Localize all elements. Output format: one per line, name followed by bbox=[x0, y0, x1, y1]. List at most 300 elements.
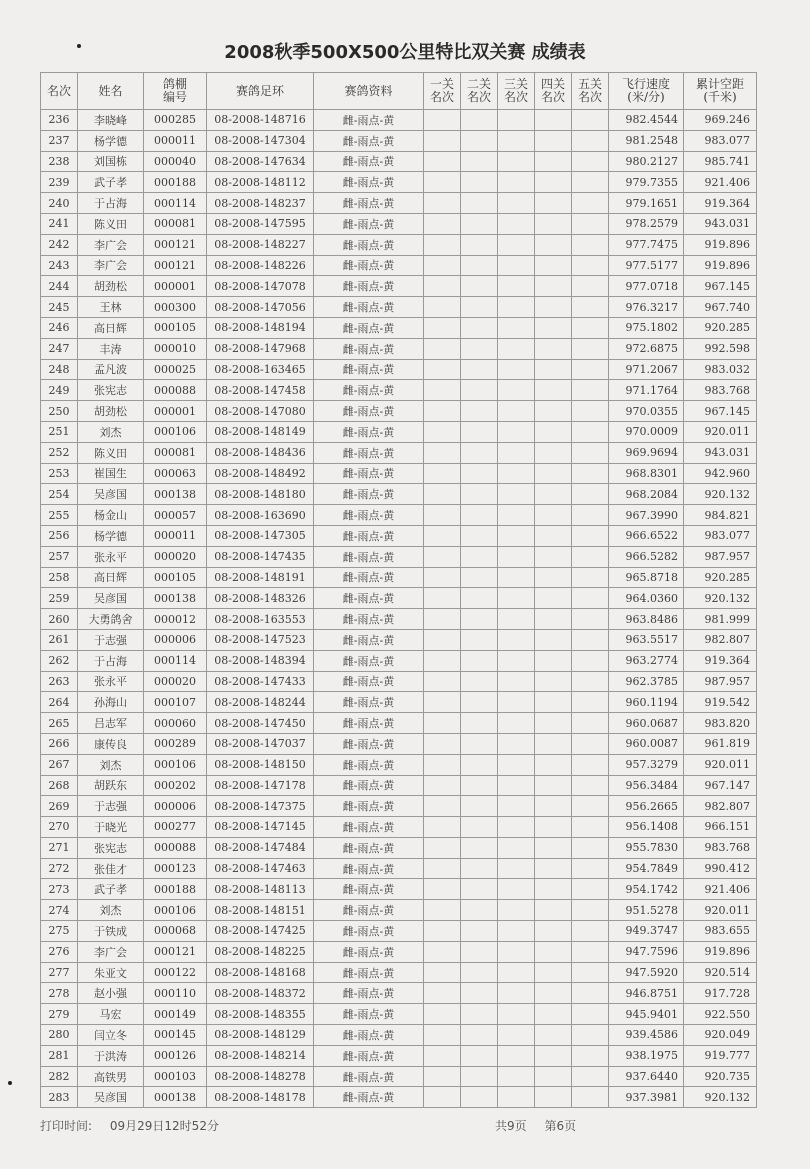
stage-rank-cell bbox=[572, 796, 609, 817]
stage-rank-cell bbox=[461, 505, 498, 526]
distance-cell: 967.145 bbox=[684, 401, 757, 422]
loft-cell: 000289 bbox=[144, 733, 207, 754]
rank-cell: 264 bbox=[41, 692, 78, 713]
stage-rank-cell bbox=[461, 276, 498, 297]
distance-cell: 943.031 bbox=[684, 442, 757, 463]
stage-rank-cell bbox=[498, 713, 535, 734]
name-cell: 康传良 bbox=[78, 733, 144, 754]
speed-cell: 965.8718 bbox=[609, 567, 684, 588]
stage-rank-cell bbox=[424, 775, 461, 796]
loft-cell: 000149 bbox=[144, 1004, 207, 1025]
loft-cell: 000114 bbox=[144, 193, 207, 214]
table-row bbox=[41, 671, 757, 692]
name-cell: 于占海 bbox=[78, 650, 144, 671]
info-cell: 雌-雨点-黄 bbox=[314, 941, 424, 962]
stage-rank-cell bbox=[572, 1004, 609, 1025]
speed-cell: 963.8486 bbox=[609, 609, 684, 630]
stage-rank-cell bbox=[424, 484, 461, 505]
name-cell: 胡劲松 bbox=[78, 276, 144, 297]
stage-rank-cell bbox=[424, 1004, 461, 1025]
loft-cell: 000285 bbox=[144, 110, 207, 131]
rank-cell: 254 bbox=[41, 484, 78, 505]
rank-cell: 238 bbox=[41, 151, 78, 172]
print-time-label: 打印时间: bbox=[40, 1119, 93, 1133]
distance-cell: 920.285 bbox=[684, 317, 757, 338]
distance-cell: 917.728 bbox=[684, 983, 757, 1004]
speed-cell: 977.7475 bbox=[609, 234, 684, 255]
ring-cell: 08-2008-148129 bbox=[207, 1025, 314, 1046]
speed-cell: 978.2579 bbox=[609, 213, 684, 234]
stage-rank-cell bbox=[572, 338, 609, 359]
distance-cell: 982.807 bbox=[684, 796, 757, 817]
info-cell: 雌-雨点-黄 bbox=[314, 297, 424, 318]
rank-cell: 280 bbox=[41, 1025, 78, 1046]
distance-cell: 919.777 bbox=[684, 1045, 757, 1066]
stage-rank-cell bbox=[461, 837, 498, 858]
name-cell: 朱亚文 bbox=[78, 962, 144, 983]
name-cell: 孙海山 bbox=[78, 692, 144, 713]
ring-cell: 08-2008-147595 bbox=[207, 213, 314, 234]
ring-cell: 08-2008-147450 bbox=[207, 713, 314, 734]
distance-cell: 983.077 bbox=[684, 525, 757, 546]
ring-cell: 08-2008-147304 bbox=[207, 130, 314, 151]
stage-rank-cell bbox=[535, 484, 572, 505]
distance-cell: 983.768 bbox=[684, 380, 757, 401]
distance-cell: 987.957 bbox=[684, 546, 757, 567]
rank-cell: 239 bbox=[41, 172, 78, 193]
speed-cell: 979.7355 bbox=[609, 172, 684, 193]
distance-cell: 983.820 bbox=[684, 713, 757, 734]
name-cell: 杨学德 bbox=[78, 130, 144, 151]
stage-rank-cell bbox=[461, 629, 498, 650]
distance-cell: 983.655 bbox=[684, 921, 757, 942]
table-row bbox=[41, 962, 757, 983]
loft-cell: 000006 bbox=[144, 629, 207, 650]
info-cell: 雌-雨点-黄 bbox=[314, 317, 424, 338]
stage-rank-cell bbox=[424, 297, 461, 318]
stage-rank-cell bbox=[572, 297, 609, 318]
loft-cell: 000202 bbox=[144, 775, 207, 796]
stage-rank-cell bbox=[572, 692, 609, 713]
speed-cell: 975.1802 bbox=[609, 317, 684, 338]
name-cell: 张佳才 bbox=[78, 858, 144, 879]
stage-rank-cell bbox=[535, 338, 572, 359]
info-cell: 雌-雨点-黄 bbox=[314, 650, 424, 671]
stage-rank-cell bbox=[498, 505, 535, 526]
stage-rank-cell bbox=[424, 1066, 461, 1087]
stage-rank-cell bbox=[535, 941, 572, 962]
column-header-stage1-rank: 一关 名次 bbox=[424, 73, 461, 110]
stage-rank-cell bbox=[498, 255, 535, 276]
stage-rank-cell bbox=[461, 380, 498, 401]
stage-rank-cell bbox=[424, 858, 461, 879]
distance-cell: 982.807 bbox=[684, 629, 757, 650]
column-header-stage5-rank: 五关 名次 bbox=[572, 73, 609, 110]
stage-rank-cell bbox=[498, 380, 535, 401]
stage-rank-cell bbox=[461, 1004, 498, 1025]
name-cell: 吴彦国 bbox=[78, 1087, 144, 1108]
speed-cell: 956.2665 bbox=[609, 796, 684, 817]
stage-rank-cell bbox=[572, 380, 609, 401]
rank-cell: 257 bbox=[41, 546, 78, 567]
table-row bbox=[41, 733, 757, 754]
info-cell: 雌-雨点-黄 bbox=[314, 359, 424, 380]
name-cell: 于志强 bbox=[78, 796, 144, 817]
stage-rank-cell bbox=[424, 733, 461, 754]
stage-rank-cell bbox=[535, 276, 572, 297]
stage-rank-cell bbox=[424, 692, 461, 713]
info-cell: 雌-雨点-黄 bbox=[314, 858, 424, 879]
info-cell: 雌-雨点-黄 bbox=[314, 110, 424, 131]
stage-rank-cell bbox=[498, 1004, 535, 1025]
ring-cell: 08-2008-163690 bbox=[207, 505, 314, 526]
stage-rank-cell bbox=[572, 837, 609, 858]
ring-cell: 08-2008-163465 bbox=[207, 359, 314, 380]
table-row bbox=[41, 193, 757, 214]
stage-rank-cell bbox=[424, 525, 461, 546]
name-cell: 大勇鸽舍 bbox=[78, 609, 144, 630]
ring-cell: 08-2008-148326 bbox=[207, 588, 314, 609]
name-cell: 赵小强 bbox=[78, 983, 144, 1004]
speed-cell: 939.4586 bbox=[609, 1025, 684, 1046]
table-row bbox=[41, 1087, 757, 1108]
ring-cell: 08-2008-148113 bbox=[207, 879, 314, 900]
stage-rank-cell bbox=[424, 442, 461, 463]
stage-rank-cell bbox=[461, 317, 498, 338]
stage-rank-cell bbox=[572, 1045, 609, 1066]
ring-cell: 08-2008-148194 bbox=[207, 317, 314, 338]
rank-cell: 272 bbox=[41, 858, 78, 879]
ring-cell: 08-2008-148227 bbox=[207, 234, 314, 255]
name-cell: 高日辉 bbox=[78, 567, 144, 588]
ring-cell: 08-2008-148150 bbox=[207, 754, 314, 775]
loft-cell: 000122 bbox=[144, 962, 207, 983]
stage-rank-cell bbox=[535, 193, 572, 214]
stage-rank-cell bbox=[424, 172, 461, 193]
stage-rank-cell bbox=[572, 401, 609, 422]
ring-cell: 08-2008-148112 bbox=[207, 172, 314, 193]
ring-cell: 08-2008-147375 bbox=[207, 796, 314, 817]
distance-cell: 919.896 bbox=[684, 255, 757, 276]
name-cell: 刘杰 bbox=[78, 421, 144, 442]
info-cell: 雌-雨点-黄 bbox=[314, 962, 424, 983]
loft-cell: 000277 bbox=[144, 817, 207, 838]
speed-cell: 981.2548 bbox=[609, 130, 684, 151]
distance-cell: 966.151 bbox=[684, 817, 757, 838]
stage-rank-cell bbox=[535, 713, 572, 734]
loft-cell: 000060 bbox=[144, 713, 207, 734]
stage-rank-cell bbox=[424, 130, 461, 151]
speed-cell: 937.3981 bbox=[609, 1087, 684, 1108]
name-cell: 于晓光 bbox=[78, 817, 144, 838]
stage-rank-cell bbox=[498, 276, 535, 297]
distance-cell: 919.896 bbox=[684, 941, 757, 962]
print-time-value: 09月29日12时52分 bbox=[109, 1119, 219, 1133]
speed-cell: 955.7830 bbox=[609, 837, 684, 858]
ring-cell: 08-2008-148214 bbox=[207, 1045, 314, 1066]
name-cell: 刘杰 bbox=[78, 754, 144, 775]
stage-rank-cell bbox=[498, 317, 535, 338]
speed-cell: 976.3217 bbox=[609, 297, 684, 318]
ring-cell: 08-2008-147305 bbox=[207, 525, 314, 546]
ring-cell: 08-2008-148168 bbox=[207, 962, 314, 983]
table-row bbox=[41, 983, 757, 1004]
speed-cell: 949.3747 bbox=[609, 921, 684, 942]
rank-cell: 268 bbox=[41, 775, 78, 796]
rank-cell: 265 bbox=[41, 713, 78, 734]
info-cell: 雌-雨点-黄 bbox=[314, 754, 424, 775]
rank-cell: 249 bbox=[41, 380, 78, 401]
stage-rank-cell bbox=[535, 879, 572, 900]
stage-rank-cell bbox=[535, 858, 572, 879]
rank-cell: 279 bbox=[41, 1004, 78, 1025]
stage-rank-cell bbox=[498, 193, 535, 214]
stage-rank-cell bbox=[424, 110, 461, 131]
stage-rank-cell bbox=[535, 733, 572, 754]
stage-rank-cell bbox=[535, 110, 572, 131]
loft-cell: 000057 bbox=[144, 505, 207, 526]
stage-rank-cell bbox=[572, 463, 609, 484]
stage-rank-cell bbox=[572, 151, 609, 172]
stage-rank-cell bbox=[461, 442, 498, 463]
name-cell: 于志强 bbox=[78, 629, 144, 650]
stage-rank-cell bbox=[424, 629, 461, 650]
stage-rank-cell bbox=[461, 796, 498, 817]
table-row bbox=[41, 941, 757, 962]
loft-cell: 000011 bbox=[144, 130, 207, 151]
stage-rank-cell bbox=[461, 213, 498, 234]
info-cell: 雌-雨点-黄 bbox=[314, 775, 424, 796]
stage-rank-cell bbox=[424, 567, 461, 588]
info-cell: 雌-雨点-黄 bbox=[314, 276, 424, 297]
name-cell: 张永平 bbox=[78, 671, 144, 692]
table-row bbox=[41, 879, 757, 900]
ring-cell: 08-2008-148355 bbox=[207, 1004, 314, 1025]
stage-rank-cell bbox=[535, 1066, 572, 1087]
page-title: 2008秋季500X500公里特比双关赛 成绩表 bbox=[224, 42, 586, 63]
stage-rank-cell bbox=[498, 546, 535, 567]
speed-cell: 960.1194 bbox=[609, 692, 684, 713]
rank-cell: 261 bbox=[41, 629, 78, 650]
table-row bbox=[41, 817, 757, 838]
stage-rank-cell bbox=[535, 692, 572, 713]
table-row bbox=[41, 234, 757, 255]
stage-rank-cell bbox=[498, 796, 535, 817]
stage-rank-cell bbox=[424, 713, 461, 734]
ring-cell: 08-2008-147435 bbox=[207, 546, 314, 567]
loft-cell: 000063 bbox=[144, 463, 207, 484]
info-cell: 雌-雨点-黄 bbox=[314, 983, 424, 1004]
stage-rank-cell bbox=[498, 484, 535, 505]
stage-rank-cell bbox=[535, 671, 572, 692]
stage-rank-cell bbox=[461, 1066, 498, 1087]
stage-rank-cell bbox=[498, 858, 535, 879]
stage-rank-cell bbox=[535, 1045, 572, 1066]
stage-rank-cell bbox=[498, 213, 535, 234]
distance-cell: 967.145 bbox=[684, 276, 757, 297]
stage-rank-cell bbox=[572, 1087, 609, 1108]
loft-cell: 000006 bbox=[144, 796, 207, 817]
ring-cell: 08-2008-147145 bbox=[207, 817, 314, 838]
stage-rank-cell bbox=[461, 983, 498, 1004]
speed-cell: 945.9401 bbox=[609, 1004, 684, 1025]
ring-cell: 08-2008-148178 bbox=[207, 1087, 314, 1108]
stage-rank-cell bbox=[535, 359, 572, 380]
stage-rank-cell bbox=[572, 817, 609, 838]
loft-cell: 000025 bbox=[144, 359, 207, 380]
info-cell: 雌-雨点-黄 bbox=[314, 401, 424, 422]
loft-cell: 000138 bbox=[144, 1087, 207, 1108]
stage-rank-cell bbox=[424, 941, 461, 962]
stage-rank-cell bbox=[572, 546, 609, 567]
speed-cell: 970.0009 bbox=[609, 421, 684, 442]
column-header-stage2-rank: 二关 名次 bbox=[461, 73, 498, 110]
stage-rank-cell bbox=[498, 1087, 535, 1108]
speed-cell: 972.6875 bbox=[609, 338, 684, 359]
stage-rank-cell bbox=[572, 484, 609, 505]
column-header-stage4-rank: 四关 名次 bbox=[535, 73, 572, 110]
stage-rank-cell bbox=[461, 297, 498, 318]
distance-cell: 943.031 bbox=[684, 213, 757, 234]
name-cell: 高日辉 bbox=[78, 317, 144, 338]
name-cell: 于占海 bbox=[78, 193, 144, 214]
speed-cell: 956.1408 bbox=[609, 817, 684, 838]
column-header-speed: 飞行速度 (米/分) bbox=[609, 73, 684, 110]
name-cell: 胡跃东 bbox=[78, 775, 144, 796]
stage-rank-cell bbox=[572, 629, 609, 650]
name-cell: 张宪志 bbox=[78, 837, 144, 858]
stage-rank-cell bbox=[572, 879, 609, 900]
ring-cell: 08-2008-148151 bbox=[207, 900, 314, 921]
rank-cell: 277 bbox=[41, 962, 78, 983]
speed-cell: 979.1651 bbox=[609, 193, 684, 214]
ring-cell: 08-2008-147484 bbox=[207, 837, 314, 858]
stage-rank-cell bbox=[461, 588, 498, 609]
table-row bbox=[41, 650, 757, 671]
stage-rank-cell bbox=[572, 567, 609, 588]
stage-rank-cell bbox=[498, 421, 535, 442]
info-cell: 雌-雨点-黄 bbox=[314, 733, 424, 754]
stage-rank-cell bbox=[535, 900, 572, 921]
stage-rank-cell bbox=[498, 234, 535, 255]
table-row bbox=[41, 713, 757, 734]
stage-rank-cell bbox=[461, 713, 498, 734]
table-row bbox=[41, 858, 757, 879]
name-cell: 张宪志 bbox=[78, 380, 144, 401]
table-body bbox=[41, 110, 757, 1108]
rank-cell: 256 bbox=[41, 525, 78, 546]
stage-rank-cell bbox=[572, 671, 609, 692]
table-row bbox=[41, 609, 757, 630]
stage-rank-cell bbox=[461, 463, 498, 484]
table-row bbox=[41, 359, 757, 380]
name-cell: 李广会 bbox=[78, 255, 144, 276]
info-cell: 雌-雨点-黄 bbox=[314, 234, 424, 255]
distance-cell: 920.132 bbox=[684, 484, 757, 505]
stage-rank-cell bbox=[461, 879, 498, 900]
loft-cell: 000138 bbox=[144, 484, 207, 505]
table-header-row bbox=[41, 73, 757, 110]
stage-rank-cell bbox=[572, 900, 609, 921]
stage-rank-cell bbox=[424, 837, 461, 858]
distance-cell: 990.412 bbox=[684, 858, 757, 879]
stage-rank-cell bbox=[424, 338, 461, 359]
distance-cell: 922.550 bbox=[684, 1004, 757, 1025]
print-time bbox=[40, 1117, 219, 1134]
stage-rank-cell bbox=[424, 1025, 461, 1046]
stage-rank-cell bbox=[535, 317, 572, 338]
speed-cell: 977.0718 bbox=[609, 276, 684, 297]
distance-cell: 983.768 bbox=[684, 837, 757, 858]
rank-cell: 258 bbox=[41, 567, 78, 588]
ring-cell: 08-2008-148225 bbox=[207, 941, 314, 962]
stage-rank-cell bbox=[461, 692, 498, 713]
stage-rank-cell bbox=[535, 463, 572, 484]
distance-cell: 920.132 bbox=[684, 588, 757, 609]
rank-cell: 275 bbox=[41, 921, 78, 942]
ring-cell: 08-2008-148436 bbox=[207, 442, 314, 463]
loft-cell: 000121 bbox=[144, 941, 207, 962]
table-row bbox=[41, 317, 757, 338]
stage-rank-cell bbox=[535, 588, 572, 609]
info-cell: 雌-雨点-黄 bbox=[314, 193, 424, 214]
loft-cell: 000020 bbox=[144, 546, 207, 567]
stage-rank-cell bbox=[572, 733, 609, 754]
stage-rank-cell bbox=[424, 421, 461, 442]
loft-cell: 000081 bbox=[144, 213, 207, 234]
stage-rank-cell bbox=[424, 588, 461, 609]
stage-rank-cell bbox=[424, 650, 461, 671]
name-cell: 丰涛 bbox=[78, 338, 144, 359]
loft-cell: 000105 bbox=[144, 317, 207, 338]
stage-rank-cell bbox=[461, 172, 498, 193]
column-header-rank: 名次 bbox=[41, 73, 78, 110]
table-row bbox=[41, 692, 757, 713]
scan-mark bbox=[8, 1081, 12, 1085]
table-row bbox=[41, 463, 757, 484]
stage-rank-cell bbox=[572, 110, 609, 131]
rank-cell: 281 bbox=[41, 1045, 78, 1066]
ring-cell: 08-2008-148716 bbox=[207, 110, 314, 131]
stage-rank-cell bbox=[498, 130, 535, 151]
table-row bbox=[41, 297, 757, 318]
info-cell: 雌-雨点-黄 bbox=[314, 255, 424, 276]
table-row bbox=[41, 505, 757, 526]
stage-rank-cell bbox=[535, 567, 572, 588]
table-row bbox=[41, 130, 757, 151]
stage-rank-cell bbox=[461, 941, 498, 962]
distance-cell: 919.896 bbox=[684, 234, 757, 255]
speed-cell: 963.5517 bbox=[609, 629, 684, 650]
ring-cell: 08-2008-148492 bbox=[207, 463, 314, 484]
distance-cell: 984.821 bbox=[684, 505, 757, 526]
stage-rank-cell bbox=[424, 505, 461, 526]
info-cell: 雌-雨点-黄 bbox=[314, 588, 424, 609]
stage-rank-cell bbox=[535, 546, 572, 567]
rank-cell: 246 bbox=[41, 317, 78, 338]
distance-cell: 920.132 bbox=[684, 1087, 757, 1108]
rank-cell: 253 bbox=[41, 463, 78, 484]
table-row bbox=[41, 401, 757, 422]
info-cell: 雌-雨点-黄 bbox=[314, 1087, 424, 1108]
results-table bbox=[40, 72, 757, 1108]
stage-rank-cell bbox=[535, 629, 572, 650]
name-cell: 武子孝 bbox=[78, 172, 144, 193]
speed-cell: 968.2084 bbox=[609, 484, 684, 505]
speed-cell: 947.7596 bbox=[609, 941, 684, 962]
distance-cell: 981.999 bbox=[684, 609, 757, 630]
stage-rank-cell bbox=[424, 900, 461, 921]
